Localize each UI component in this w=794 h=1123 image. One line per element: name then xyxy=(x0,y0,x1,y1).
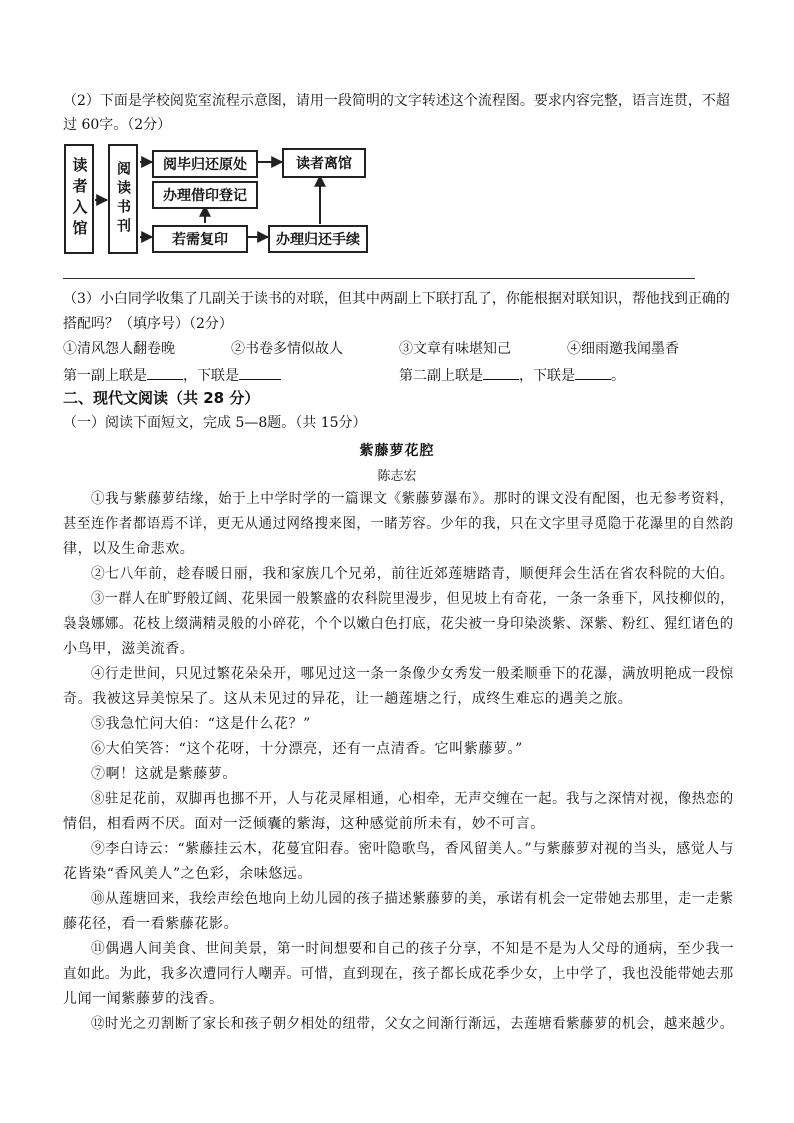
pair1-down-label: ，下联是 xyxy=(183,368,239,384)
q3-option-1: ①清风怨人翻卷晚 xyxy=(63,341,175,357)
pair2-up-blank[interactable] xyxy=(483,367,519,380)
article-line: 直如此。为此，我多次遭同行人嘲弄。可惜，直到现在，孩子都长成花季少女，上中学了，我也没能带她去那 xyxy=(63,966,734,982)
pair2-up-label: 第二副上联是 xyxy=(399,368,483,384)
q3-line-1: （3）小白同学收集了几副关于读书的对联，但其中两副上下联打乱了，你能根据对联知识，帮他找到正确的 xyxy=(63,291,730,307)
flow-return-original xyxy=(152,150,258,178)
answer-pair-1 xyxy=(63,367,281,383)
article-line: ⑦啊！这就是紫藤萝。 xyxy=(91,766,237,782)
pair1-up-label: 第一副上联是 xyxy=(63,368,147,384)
article-title: 紫藤萝花腔 xyxy=(359,443,435,459)
divider xyxy=(63,278,695,279)
flow-borrow-register-label: 办理借印登记 xyxy=(163,188,247,204)
article-author: 陈志宏 xyxy=(377,469,417,484)
pair2-down-label: ，下联是 xyxy=(519,368,575,384)
article-line: ⑪偶遇人间美食、世间美景，第一时间想要和自己的孩子分享，不知是不是为人父母的通病，至少我一 xyxy=(91,941,735,957)
flow-borrow-register xyxy=(152,181,258,209)
article-line: 儿闻一闻紫藤萝的浅香。 xyxy=(63,991,224,1007)
article-line: 情侣，相看两不厌。面对一泛倾囊的紫海，这种感觉前所未有，妙不可言。 xyxy=(63,816,545,832)
article-line: 袅袅娜娜。花枝上缀满精灵般的小碎花，个个以嫩白色打底，花尖被一身印染淡紫、深紫、粉红、猩红诸色的 xyxy=(63,616,734,632)
article-line: 奇。我被这异美惊呆了。这从未见过的异花，让一趟莲塘之行，成终生难忘的遇美之旅。 xyxy=(63,691,633,707)
article-line: ⑧驻足花前，双脚再也挪不开，人与花灵犀相通，心相牵，无声交缠在一起。我与之深情对视，像热恋的 xyxy=(91,791,734,807)
flow-reader-leave-label: 读者离馆 xyxy=(296,156,352,172)
article-line: ①我与紫藤萝结缘，始于上中学时学的一篇课文《紫藤萝瀑布》。那时的课文没有配图，也无参考资料， xyxy=(91,491,734,507)
q2-line-2: 过 60字。（2分） xyxy=(63,117,172,133)
article-line: 律，以及生命悲欢。 xyxy=(63,541,195,557)
flow-read-books xyxy=(108,144,138,254)
flow-copy-if-needed-label: 若需复印 xyxy=(172,232,228,248)
flow-reader-enter xyxy=(64,144,94,254)
article-line: ②七八年前，趁春暖日丽，我和家族几个兄弟，前往近郊莲塘踏青，顺便拜会生活在省农科院的大伯。 xyxy=(91,566,735,582)
q3-option-2: ②书卷多情似故人 xyxy=(231,341,343,357)
article-line: ⑨李白诗云：“紫藤挂云木，花蔓宜阳春。密叶隐歌鸟，香风留美人。”与紫藤萝对视的当头，感觉人与 xyxy=(91,841,735,857)
flow-copy-if-needed xyxy=(152,225,248,253)
flow-return-procedure-label: 办理归还手续 xyxy=(276,232,360,248)
article-line: 藤花径，看一看紫藤花影。 xyxy=(63,916,239,932)
flow-reader-leave xyxy=(282,148,366,178)
q3-option-4: ④细雨邀我闻墨香 xyxy=(567,341,679,357)
article-line: 花皆染“香风美人”之色彩，余味悠远。 xyxy=(63,866,313,882)
article-line: ⑫时光之刃割断了家长和孩子朝夕相处的纽带，父女之间渐行渐远，去莲塘看紫藤萝的机会，越来越少。 xyxy=(91,1016,734,1032)
pair1-up-blank[interactable] xyxy=(147,367,183,380)
pair2-down-blank[interactable] xyxy=(575,367,611,380)
article-line: ④行走世间，只见过繁花朵朵开，哪见过这一条一条像少女秀发一般柔顺垂下的花瀑，满放明艳成一段惊 xyxy=(91,666,734,682)
pair2-period: 。 xyxy=(611,368,625,384)
flow-return-procedure xyxy=(268,225,368,253)
flow-return-original-label: 阅毕归还原处 xyxy=(163,157,247,173)
article-line: 小鸟甲，滋美流香。 xyxy=(63,641,195,657)
flow-reader-enter-label: 读者入馆 xyxy=(70,157,89,241)
q2-line-1: （2）下面是学校阅览室流程示意图，请用一段简明的文字转述这个流程图。要求内容完整，语言连贯，不超 xyxy=(63,93,730,109)
article-line: 甚至连作者都语焉不详，更无从通过网络搜来图，一睹芳容。少年的我，只在文字里寻觅隐于花瀑里的自然韵 xyxy=(63,516,734,532)
answer-pair-2 xyxy=(399,367,625,383)
q3-line-2: 搭配吗？（填序号）（2分） xyxy=(63,316,233,332)
flow-read-books-label: 阅读书刊 xyxy=(115,161,131,237)
pair1-down-blank[interactable] xyxy=(239,367,281,380)
article-line: ③一群人在旷野般辽阔、花果园一般繁盛的农科院里漫步，但见坡上有奇花，一条一条垂下，风技柳似的， xyxy=(91,591,734,607)
article-line: ⑩从莲塘回来，我绘声绘色地向上幼儿园的孩子描述紫藤萝的美，承诺有机会一定带她去那里，走一走紫 xyxy=(91,891,734,907)
article-line: ⑤我急忙问大伯：“这是什么花？” xyxy=(91,716,311,732)
article-line: ⑥大伯笑答：“这个花呀，十分漂亮，还有一点清香。它叫紫藤萝。” xyxy=(91,741,523,757)
section-title: 二、现代文阅读（共 28 分） xyxy=(63,389,260,407)
section-subtitle: （一）阅读下面短文，完成 5—8题。（共 15分） xyxy=(63,415,367,431)
q3-option-3: ③文章有味堪知己 xyxy=(399,341,511,357)
